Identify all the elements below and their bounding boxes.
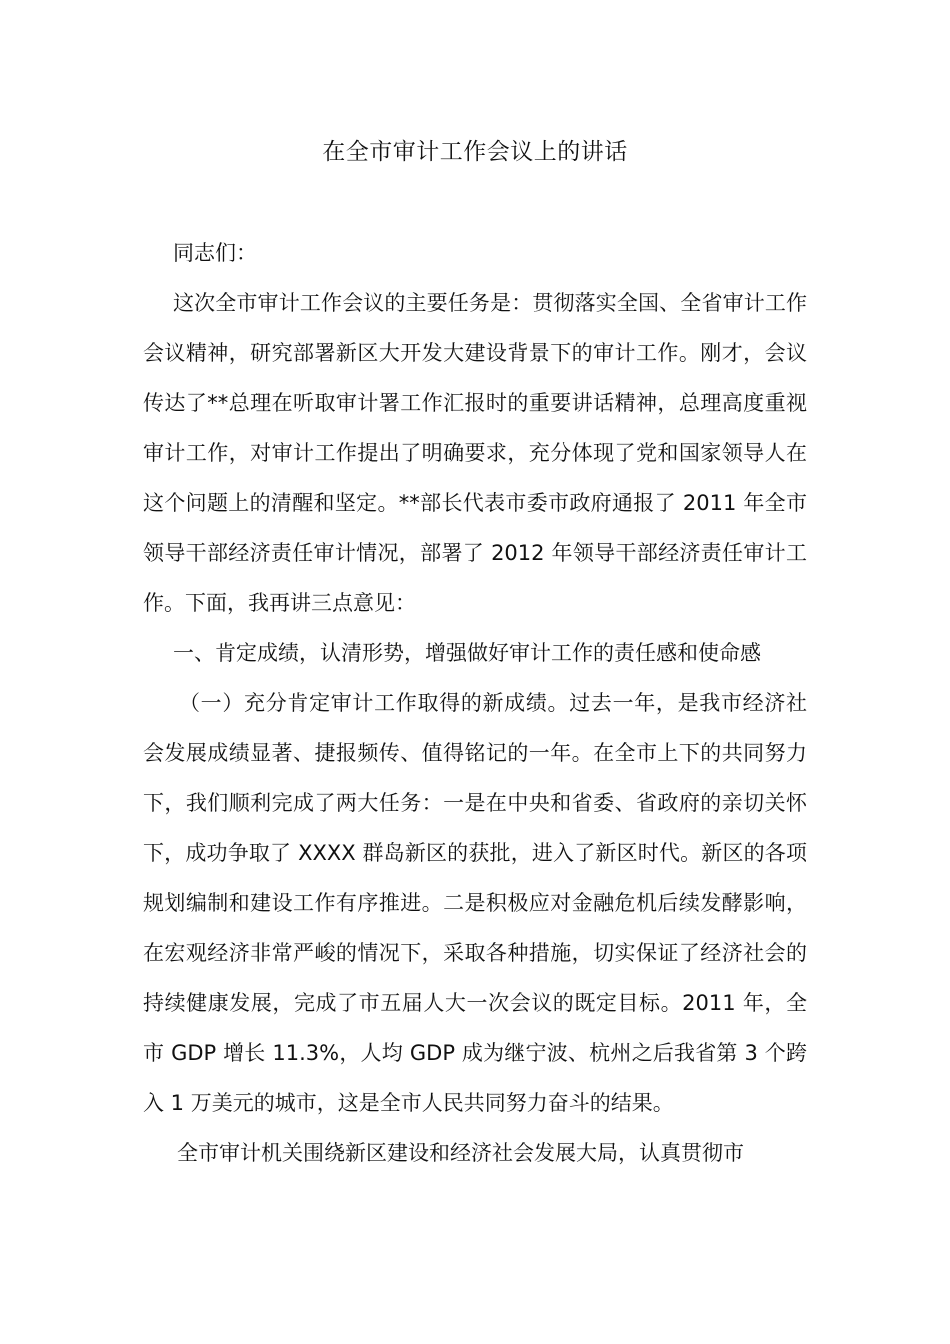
salutation: 同志们： (173, 241, 257, 265)
paragraph-subsection-1: （一）充分肯定审计工作取得的新成绩。过去一年，是我市经济社会发展成绩显著、捷报频传、值得铭记的一年。在全市上下的共同努力下，我们顺利完成了两大任务：一是在中央和省委、省政府的亲切关怀下，成功争取了 XXXX 群岛新区的获批，进入了新区时代。新区的各项规划编制和建设工作有序推进。二是积极应对金融危机后续发酵影响，在宏观经济非常严峻的情况下，采取各种措施，切实保证了经济社会的持续健康发展，完成了市五届人大一次会议的既定目标。2011 年，全市 GDP 增长 11.3%，人均 GDP 成为继宁波、杭州之后我省第 3 个跨入 1 万美元的城市，这是全市人民共同努力奋斗的结果。 (143, 691, 807, 1115)
section-heading-1: 一、肯定成绩，认清形势，增强做好审计工作的责任感和使命感 (173, 641, 761, 665)
document-title: 在全市审计工作会议上的讲话 (322, 139, 628, 165)
paragraph-continued: 全市审计机关围绕新区建设和经济社会发展大局，认真贯彻市 (177, 1141, 744, 1165)
document-body (143, 228, 807, 1178)
paragraph-intro: 这次全市审计工作会议的主要任务是：贯彻落实全国、全省审计工作会议精神，研究部署新区大开发大建设背景下的审计工作。刚才，会议传达了**总理在听取审计署工作汇报时的重要讲话精神，总理高度重视审计工作，对审计工作提出了明确要求，充分体现了党和国家领导人在这个问题上的清醒和坚定。**部长代表市委市政府通报了 2011 年全市领导干部经济责任审计情况，部署了 2012 年领导干部经济责任审计工作。下面，我再讲三点意见： (143, 291, 807, 615)
